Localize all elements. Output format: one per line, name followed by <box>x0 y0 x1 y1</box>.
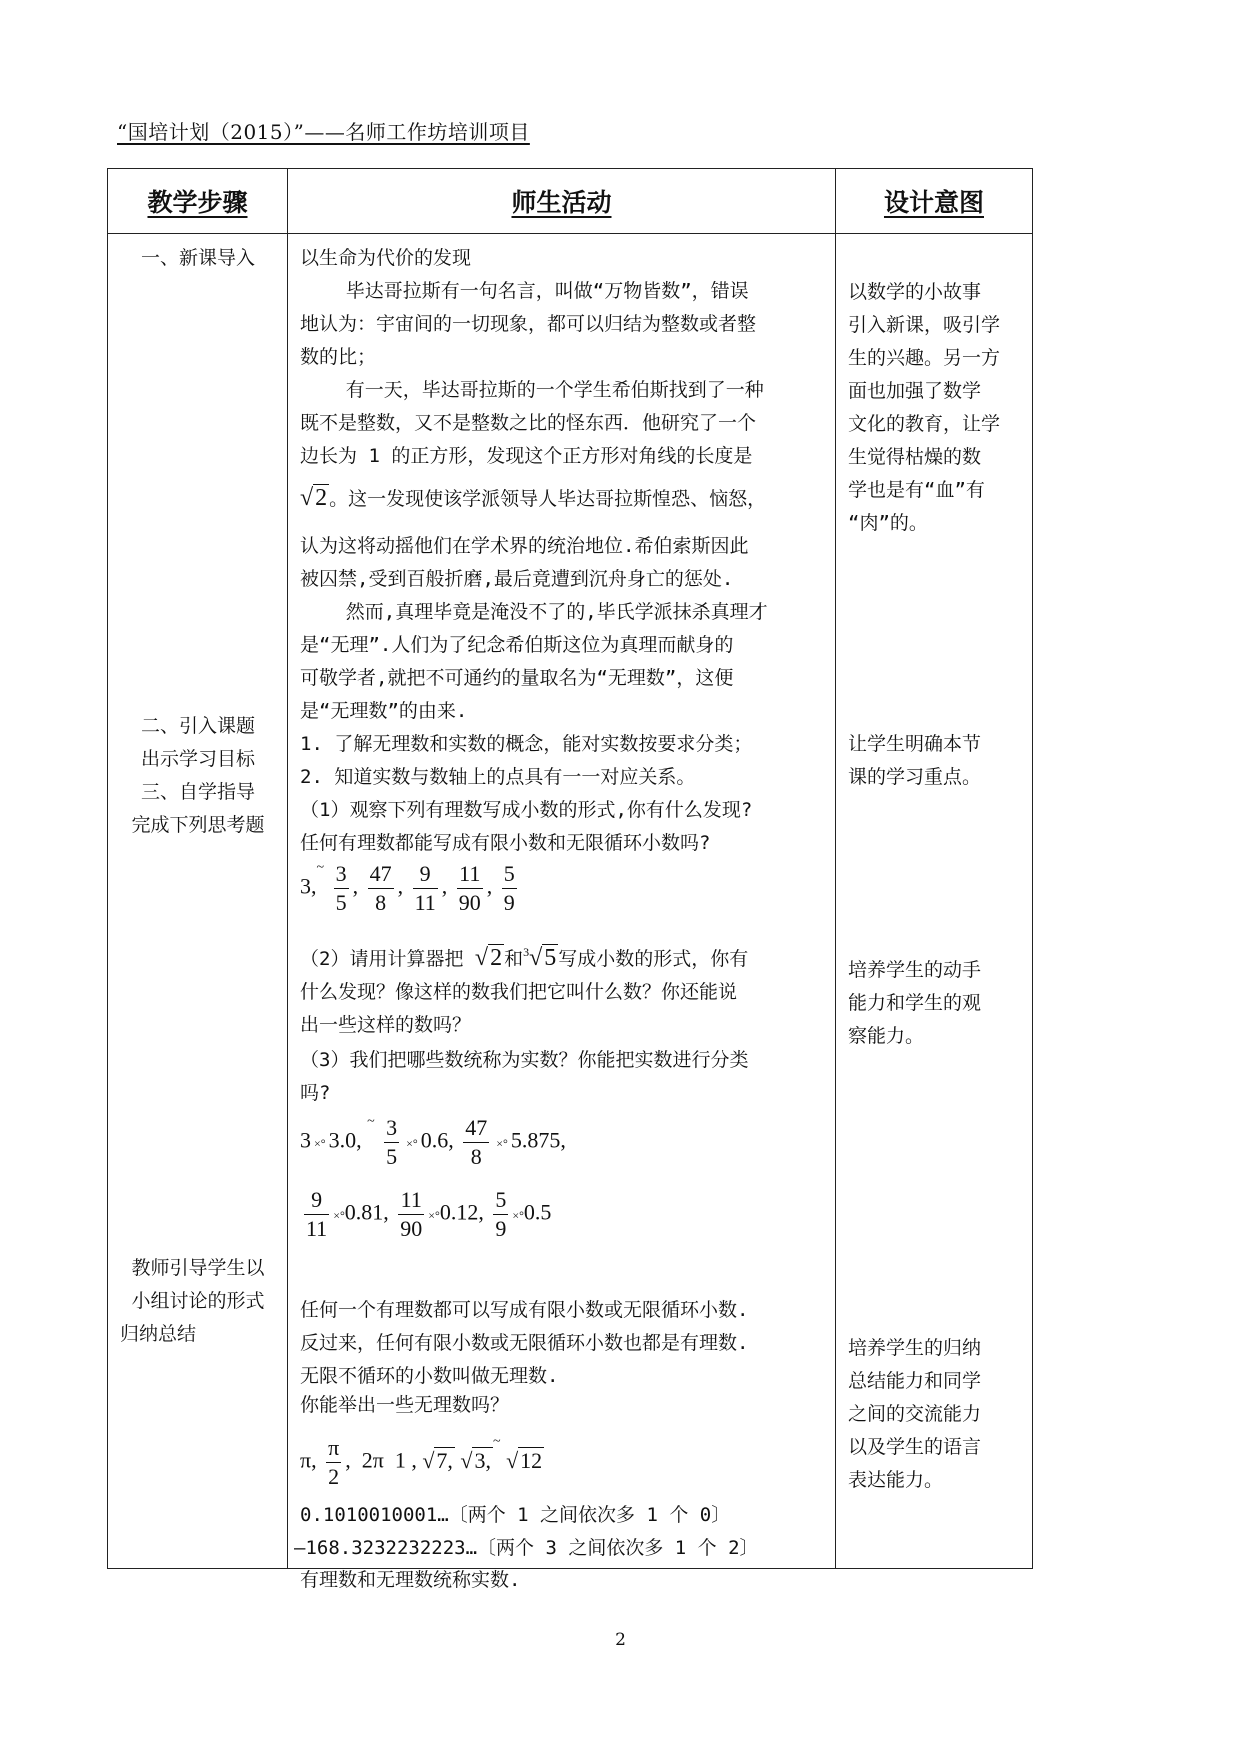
intent-line: 以数学的小故事 <box>848 281 982 303</box>
activity-line: 可敬学者,就把不可通约的量取名为“无理数”，这便 <box>300 667 734 689</box>
intent-line: 表达能力。 <box>848 1469 944 1491</box>
table-body-row <box>108 234 1033 1569</box>
table-header-row <box>108 169 1033 234</box>
intent-line: 课的学习重点。 <box>848 766 982 788</box>
decimal-examples-row1: 3 ×° 3.0, ~ $\frac{3}{5}$ ×° 0.6, $\frac{47}{8}$ ×° 5.875, <box>300 1114 566 1169</box>
intent-line: 文化的教育，让学 <box>848 413 1001 435</box>
decimal-examples-row2: $\frac{9}{11}$ ×°0.81, $\frac{11}{90}$ ×°0.12, $\frac{5}{9}$ ×°0.5 <box>306 1187 552 1241</box>
activity-line: 有一天，毕达哥拉斯的一个学生希伯斯找到了一种 <box>300 379 764 401</box>
intent-line: 引入新课，吸引学 <box>848 314 1001 336</box>
intent-line: 之间的交流能力 <box>848 1403 982 1425</box>
activity-line: 被囚禁,受到百般折磨,最后竟遭到沉舟身亡的惩处. <box>300 568 734 590</box>
intent-line: 培养学生的归纳 <box>848 1337 982 1359</box>
question-2-cont: 什么发现？像这样的数我们把它叫什么数？你还能说 <box>300 981 738 1003</box>
intent-line: 学也是有“血”有 <box>848 479 985 501</box>
goal-2: 2. 知道实数与数轴上的点具有一一对应关系。 <box>300 766 696 788</box>
intent-column <box>836 234 1033 1569</box>
step-questions: 完成下列思考题 <box>131 814 265 836</box>
header-activity: 师生活动 <box>288 169 836 234</box>
summary-line: 无限不循环的小数叫做无理数. <box>300 1365 559 1387</box>
document-header: “国培计划（2015）”——名师工作坊培训项目 <box>117 120 530 144</box>
sqrt-expression: √2 <box>300 485 328 511</box>
sqrt-two: √2 <box>474 945 503 971</box>
activity-column <box>288 234 836 1591</box>
summary-line: 反过来，任何有限小数或无限循环小数也都是有理数. <box>300 1332 749 1354</box>
step-selfstudy: 三、自学指导 <box>140 781 255 803</box>
question-2: （2）请用计算器把 √2 和$^3$√5 写成小数的形式，你有 <box>300 936 748 976</box>
page-number: 2 <box>615 1630 626 1650</box>
question-3-cont: 吗? <box>300 1082 331 1104</box>
summary-line: 你能举出一些无理数吗？ <box>300 1394 510 1416</box>
summary-line: 有理数和无理数统称实数. <box>300 1569 521 1591</box>
activity-line: 认为这将动摇他们在学术界的统治地位.希伯索斯因此 <box>300 535 749 557</box>
question-3: （3）我们把哪些数统称为实数？你能把实数进行分类 <box>300 1049 749 1071</box>
question-1-cont: 任何有理数都能写成有限小数和无限循环小数吗? <box>300 832 711 854</box>
activity-line: 以生命为代价的发现 <box>300 247 472 269</box>
summary-line: —168.3232232223…〔两个 3 之间依次多 1 个 2〕 <box>294 1537 759 1559</box>
activity-line: 然而,真理毕竟是淹没不了的,毕氏学派抹杀真理才 <box>300 601 768 623</box>
summary-line: 0.1010010001…〔两个 1 之间依次多 1 个 0〕 <box>300 1504 731 1526</box>
intent-line: 生的兴趣。另一方 <box>848 347 1001 369</box>
activity-line: 数的比； <box>300 346 377 368</box>
activity-line: 毕达哥拉斯有一句名言，叫做“万物皆数”，错误 <box>300 280 749 302</box>
goal-1: 1. 了解无理数和实数的概念，能对实数按要求分类； <box>300 733 753 755</box>
steps-column <box>108 234 288 1569</box>
activity-line: 是“无理”.人们为了纪念希伯斯这位为真理而献身的 <box>300 634 734 656</box>
activity-line: 是“无理数”的由来. <box>300 700 468 722</box>
irrational-examples: π, $\frac{\pi}{2}$ , 2π 1 , √7, √3,~ √12 <box>300 1434 543 1489</box>
intent-line: 让学生明确本节 <box>848 733 982 755</box>
intent-line: 面也加强了数学 <box>848 380 982 402</box>
activity-line: √2 。这一发现使该学派领导人毕达哥拉斯惶恐、恼怒， <box>300 482 766 516</box>
intent-line: 总结能力和同学 <box>848 1370 982 1392</box>
intent-line: “肉”的。 <box>848 512 928 534</box>
step-intro: 一、新课导入 <box>140 247 255 269</box>
intent-line: 生觉得枯燥的数 <box>848 446 982 468</box>
intent-line: 培养学生的动手 <box>848 959 982 981</box>
question-1: （1）观察下列有理数写成小数的形式,你有什么发现? <box>300 799 753 821</box>
lesson-table <box>107 168 1033 1591</box>
activity-line: 地认为：宇宙间的一切现象，都可以归结为整数或者整 <box>300 313 757 335</box>
header-intent: 设计意图 <box>836 169 1033 234</box>
intent-line: 能力和学生的观 <box>848 992 982 1014</box>
step-guide-2: 小组讨论的形式 <box>131 1290 265 1312</box>
step-guide-3: 归纳总结 <box>120 1323 197 1345</box>
cube-root-five: $^3$√5 <box>523 945 557 971</box>
intent-line: 察能力。 <box>848 1025 925 1047</box>
step-topic: 二、引入课题 <box>140 715 255 737</box>
activity-line: 既不是整数，又不是整数之比的怪东西．他研究了一个 <box>300 412 757 434</box>
rational-examples: 3,~ $\frac{3}{5}$ , $\frac{47}{8}$ , $\frac{9}{11}$ , $\frac{11}{90}$ , $\frac{5}{9}$ <box>300 860 515 915</box>
activity-line: 边长为 1 的正方形，发现这个正方形对角线的长度是 <box>300 445 753 467</box>
header-steps: 教学步骤 <box>108 169 288 234</box>
intent-line: 以及学生的语言 <box>848 1436 982 1458</box>
step-guide-1: 教师引导学生以 <box>131 1257 265 1279</box>
summary-line: 任何一个有理数都可以写成有限小数或无限循环小数. <box>300 1299 749 1321</box>
question-2-cont: 出一些这样的数吗？ <box>300 1014 472 1036</box>
step-goals: 出示学习目标 <box>140 748 255 770</box>
